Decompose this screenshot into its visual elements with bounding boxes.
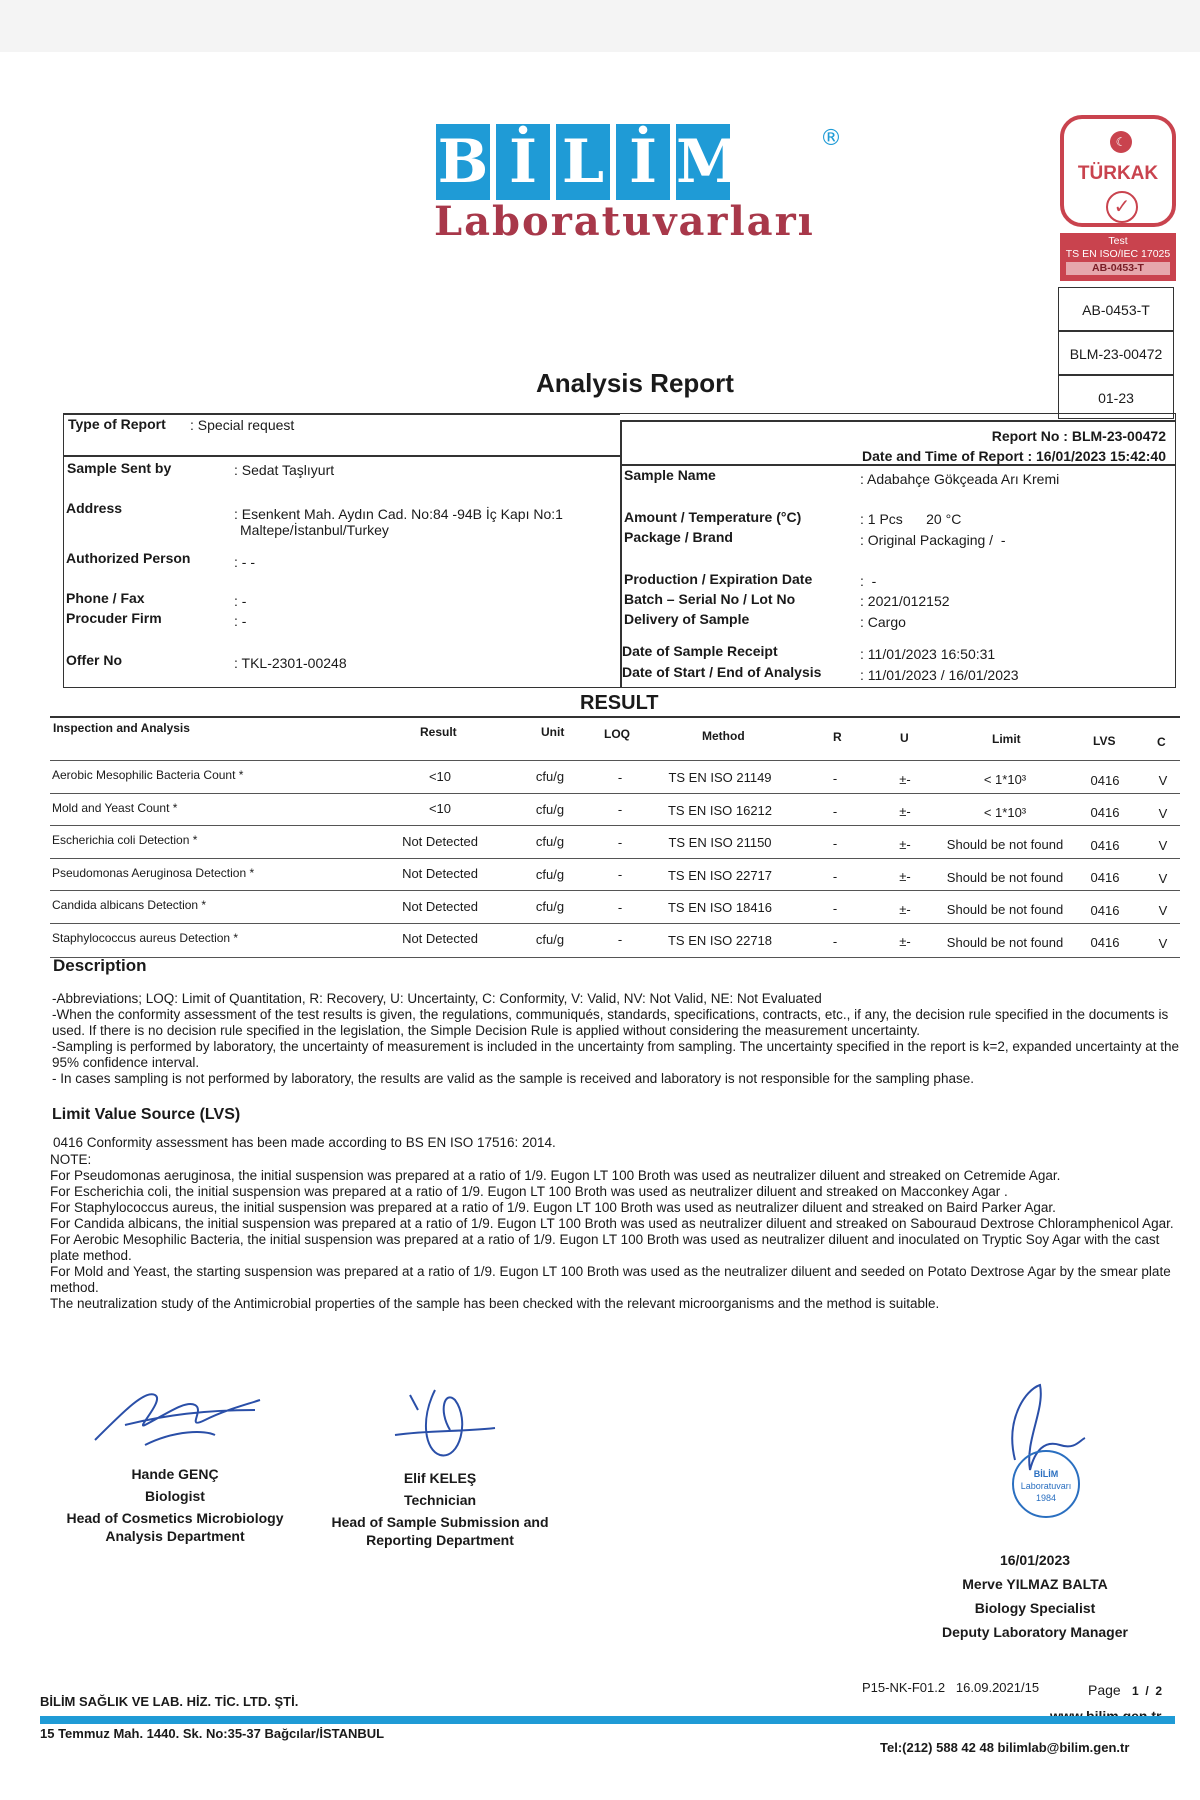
table-cell: Escherichia coli Detection * — [52, 833, 198, 847]
table-cell: cfu/g — [535, 801, 565, 817]
registered-mark: ® — [820, 126, 842, 151]
header-method: Method — [702, 729, 745, 743]
table-cell: - — [832, 933, 838, 949]
table-cell: V — [1158, 935, 1168, 951]
sign-date: 16/01/2023 — [999, 1552, 1071, 1568]
table-cell: - — [832, 771, 838, 786]
page-number: 1 / 2 — [1132, 1684, 1163, 1698]
report-date: Date and Time of Report : 16/01/2023 15:42:40 — [862, 448, 1166, 464]
table-cell: V — [1158, 805, 1168, 821]
check-icon: ✓ — [1106, 191, 1138, 223]
signature-hande — [85, 1370, 275, 1460]
signer-2 — [325, 1467, 555, 1551]
logo-letter: M — [676, 124, 730, 200]
table-cell: V — [1158, 838, 1168, 854]
info-right-label: Sample Name — [624, 467, 716, 483]
logo-letter: İ — [616, 124, 670, 200]
table-cell: 0416 — [1090, 902, 1120, 918]
header-lvs: LVS — [1093, 734, 1116, 748]
table-cell: Not Detected — [402, 833, 478, 849]
table-cell: Staphylococcus aureus Detection * — [52, 930, 239, 945]
table-cell: - — [832, 901, 838, 916]
table-top-line — [50, 716, 1180, 718]
note-line: For Pseudomonas aeruginosa, the initial suspension was prepared at a ratio of 1/9. Eugon LT 100 Broth was used as neutralizer diluent and streaked on Cetremide Agar. — [50, 1168, 1061, 1183]
note-line: For Staphylococcus aureus, the initial suspension was prepared at a ratio of 1/9. Eugon LT 100 Broth was used as neutralizer diluent and streaked on Baird Parker Agar. — [50, 1200, 1056, 1215]
turkak-name: TÜRKAK — [1077, 163, 1159, 184]
table-cell: Should be not found — [946, 902, 1064, 918]
type-of-report-value: : Special request — [190, 417, 295, 433]
stamp-year: 1984 — [1035, 1493, 1057, 1503]
description-line: -Sampling is performed by laboratory, the uncertainty of measurement is included in the uncertainty from sampling. The uncertainty specified in the report is k=2, expanded uncertainty at the 95% confidence interval. — [52, 1039, 1179, 1070]
table-cell: ±- — [899, 804, 911, 820]
table-cell: - — [617, 769, 623, 785]
info-right-value: : 2021/012152 — [860, 593, 950, 609]
signer-dept: Head of Sample Submission and — [331, 1514, 549, 1530]
info-right-label: Amount / Temperature (°C) — [624, 509, 802, 525]
info-left-label: Offer No — [66, 652, 122, 668]
turkak-badge — [1060, 115, 1176, 227]
info-right-label: Production / Expiration Date — [624, 571, 813, 587]
info-right-value: : Adabahçe Gökçeada Arı Kremi — [860, 471, 1060, 487]
info-right-label: Batch – Serial No / Lot No — [624, 591, 796, 607]
lvs-line: 0416 Conformity assessment has been made according to BS EN ISO 17516: 2014. — [53, 1135, 556, 1150]
signer-dept: Reporting Department — [366, 1532, 514, 1548]
table-cell: Not Detected — [402, 866, 478, 882]
result-title: RESULT — [580, 692, 659, 714]
table-cell: TS EN ISO 18416 — [667, 900, 773, 916]
ref-box-period: 01-23 — [1058, 375, 1174, 419]
table-cell: ±- — [899, 836, 911, 852]
accreditation-line1: Test — [1108, 235, 1128, 247]
header-c: C — [1157, 735, 1166, 749]
table-cell: < 1*10³ — [983, 772, 1027, 788]
table-cell: 0416 — [1090, 935, 1120, 951]
table-cell: Should be not found — [946, 869, 1064, 885]
table-cell: - — [617, 899, 623, 915]
accreditation-label — [1060, 233, 1176, 281]
accreditation-code: AB-0453-T — [1066, 262, 1170, 275]
note-line: For Escherichia coli, the initial suspension was prepared at a ratio of 1/9. Eugon LT 100 Broth was used as neutralizer diluent and streaked on Macconkey Agar . — [50, 1184, 1008, 1199]
info-right-value: : 1 Pcs 20 °C — [860, 511, 962, 527]
signer-role: Biology Specialist — [974, 1600, 1096, 1616]
company-stamp — [1012, 1450, 1080, 1518]
table-cell: cfu/g — [535, 769, 565, 785]
info-right-label: Delivery of Sample — [624, 611, 750, 627]
description-line: - In cases sampling is not performed by laboratory, the results are valid as the sample is received and laboratory is not responsible for the sampling phase. — [52, 1071, 974, 1086]
header-u: U — [900, 731, 909, 745]
note-title: NOTE: — [50, 1152, 92, 1167]
table-row-divider — [50, 760, 1180, 761]
info-left-value: : - — [234, 593, 247, 609]
info-left-label: Procuder Firm — [66, 610, 162, 626]
info-right-value: : 11/01/2023 16:50:31 — [860, 646, 996, 662]
form-code: P15-NK-F01.2 16.09.2021/15 — [862, 1680, 1040, 1695]
logo-letter: L — [556, 124, 610, 200]
scan-top-band — [0, 0, 1200, 52]
table-cell: - — [832, 836, 838, 851]
signer-name: Hande GENÇ — [131, 1466, 219, 1482]
bilim-logo — [436, 124, 743, 200]
table-cell: - — [617, 932, 623, 948]
table-cell: TS EN ISO 22718 — [667, 932, 773, 948]
signer-dept: Head of Cosmetics Microbiology — [66, 1510, 284, 1526]
info-left-value: : Sedat Taşlıyurt — [234, 462, 335, 478]
table-cell: TS EN ISO 21150 — [668, 835, 772, 851]
header-inspection: Inspection and Analysis — [53, 721, 190, 735]
table-cell: TS EN ISO 16212 — [667, 802, 773, 818]
info-right-value: : Cargo — [860, 614, 906, 630]
info-line — [620, 420, 1176, 422]
table-cell: cfu/g — [535, 834, 565, 850]
info-right-value: : Original Packaging / - — [860, 532, 1006, 548]
table-cell: V — [1158, 903, 1168, 919]
crescent-star-icon: ☾ — [1110, 131, 1132, 153]
info-left-value: : - - — [234, 554, 255, 570]
table-cell: Pseudomonas Aeruginosa Detection * — [52, 865, 255, 880]
note-line: For Mold and Yeast, the starting suspension was prepared at a ratio of 1/9. Eugon LT 100 Broth was used as the neutralizer diluent and seeded on Potato Dextrose Agar by the smear plate method. — [50, 1264, 1171, 1295]
signer-name: Elif KELEŞ — [403, 1470, 477, 1486]
description-line: -Abbreviations; LOQ: Limit of Quantitation, R: Recovery, U: Uncertainty, C: Conformity, V: Valid, NV: Not Valid, NE: Not Evaluated — [52, 991, 822, 1006]
logo-letter: İ — [496, 124, 550, 200]
signer-3 — [925, 1548, 1145, 1644]
table-cell: ±- — [899, 901, 911, 917]
table-cell: Mold and Yeast Count * — [52, 800, 178, 815]
signature-elif — [390, 1380, 500, 1470]
table-cell: - — [617, 802, 623, 818]
table-cell: Candida albicans Detection * — [52, 898, 207, 912]
table-cell: - — [617, 867, 623, 883]
stamp-top: BİLİM — [1033, 1469, 1059, 1479]
info-right-label: Date of Sample Receipt — [622, 643, 778, 659]
note-line: The neutralization study of the Antimicrobial properties of the sample has been checked with the relevant microorganisms and the method is suitable. — [50, 1296, 940, 1311]
table-cell: <10 — [428, 801, 452, 817]
info-line — [63, 413, 620, 415]
table-cell: 0416 — [1090, 805, 1120, 821]
signer-role: Biologist — [145, 1488, 205, 1504]
table-cell: V — [1158, 870, 1168, 886]
table-cell: V — [1158, 773, 1168, 789]
table-row-divider — [50, 890, 1180, 891]
table-cell: < 1*10³ — [983, 804, 1027, 820]
table-cell: 0416 — [1090, 870, 1120, 886]
logo-subtitle: Laboratuvarları — [434, 198, 815, 245]
page-title: Analysis Report — [536, 368, 734, 398]
description-body — [52, 991, 1182, 1087]
table-cell: ±- — [899, 771, 911, 787]
description-title: Description — [53, 956, 147, 975]
report-meta — [862, 426, 1166, 466]
type-of-report-label: Type of Report — [68, 416, 166, 432]
info-right-label: Date of Start / End of Analysis — [622, 664, 822, 680]
table-cell: - — [617, 834, 623, 850]
table-cell: ±- — [899, 934, 911, 950]
ref-box-report: BLM-23-00472 — [1058, 331, 1174, 375]
report-no: Report No : BLM-23-00472 — [991, 428, 1166, 444]
table-row-divider — [50, 793, 1180, 794]
header-r: R — [833, 730, 842, 744]
info-left-value-2: Maltepe/İstanbul/Turkey — [240, 522, 389, 538]
info-right-value: : - — [860, 573, 877, 589]
notes-block — [50, 1152, 1180, 1312]
info-left-label: Sample Sent by — [67, 460, 172, 476]
table-cell: cfu/g — [535, 899, 565, 915]
accreditation-line2: TS EN ISO/IEC 17025 — [1065, 248, 1171, 260]
table-row-divider — [50, 825, 1180, 826]
table-cell: Aerobic Mesophilic Bacteria Count * — [52, 768, 244, 782]
footer-address: 15 Temmuz Mah. 1440. Sk. No:35-37 Bağcılar/İSTANBUL — [40, 1726, 385, 1741]
info-left-label: Phone / Fax — [66, 590, 145, 606]
page-label: Page — [1088, 1682, 1121, 1698]
note-line: For Candida albicans, the initial suspension was prepared at a ratio of 1/9. Eugon LT 100 Broth was used as neutralizer diluent and streaked on Sabouraud Dextrose Chloramphenicol Agar. — [50, 1216, 1174, 1231]
table-cell: 0416 — [1090, 837, 1120, 853]
footer-contact: Tel:(212) 588 42 48 bilimlab@bilim.gen.tr — [880, 1740, 1130, 1755]
table-cell: - — [832, 868, 838, 884]
table-cell: <10 — [428, 768, 452, 784]
table-cell: 0416 — [1090, 772, 1120, 788]
table-cell: Not Detected — [402, 898, 478, 914]
table-cell: Not Detected — [402, 931, 478, 947]
table-cell: TS EN ISO 21149 — [668, 770, 772, 786]
signer-name: Merve YILMAZ BALTA — [962, 1576, 1108, 1592]
header-limit: Limit — [992, 732, 1021, 746]
header-loq: LOQ — [604, 727, 630, 741]
table-cell: Should be not found — [946, 837, 1064, 853]
table-cell: cfu/g — [535, 931, 565, 947]
description-line: -When the conformity assessment of the test results is given, the regulations, communiqués, standards, specifications, contracts, etc., if any, the decision rule specified in the documents is used. If there is no decision rule specified in the legislation, the Simple Decision Rule is applied without considering the measurement uncertainty. — [52, 1007, 1169, 1038]
table-cell: - — [832, 803, 838, 819]
table-cell: ±- — [899, 869, 911, 885]
table-row-divider — [50, 923, 1180, 924]
info-left-label: Address — [66, 500, 123, 516]
table-cell: Should be not found — [946, 934, 1064, 950]
logo-letter: B — [436, 124, 490, 200]
header-unit: Unit — [541, 725, 565, 739]
signer-dept: Deputy Laboratory Manager — [942, 1624, 1128, 1640]
ref-box-accreditation: AB-0453-T — [1058, 287, 1174, 331]
info-right-value: : 11/01/2023 / 16/01/2023 — [860, 667, 1019, 683]
stamp-mid: Laboratuvarı — [1020, 1481, 1072, 1491]
info-line — [63, 455, 620, 457]
info-left-value: : - — [234, 613, 247, 629]
table-row-divider — [50, 858, 1180, 859]
lvs-title: Limit Value Source (LVS) — [52, 1106, 241, 1123]
info-right-label: Package / Brand — [624, 529, 733, 545]
note-line: For Aerobic Mesophilic Bacteria, the initial suspension was prepared at a ratio of 1/9. Eugon LT 100 Broth was used as neutralizer diluent and inoculated on Tryptic Soy Agar with the cast plate method. — [50, 1232, 1160, 1263]
info-left-value: : TKL-2301-00248 — [234, 655, 347, 671]
info-left-label: Authorized Person — [66, 550, 191, 566]
table-bottom-line — [50, 957, 1180, 958]
signer-1 — [60, 1463, 290, 1547]
signer-role: Technician — [403, 1492, 477, 1508]
info-left-value: : Esenkent Mah. Aydın Cad. No:84 -94B İç Kapı No:1 — [234, 506, 563, 522]
footer-company: BİLİM SAĞLIK VE LAB. HİZ. TİC. LTD. ŞTİ. — [40, 1694, 299, 1709]
footer-bar — [40, 1716, 1175, 1724]
signer-dept: Analysis Department — [105, 1528, 245, 1544]
header-result: Result — [420, 725, 457, 739]
table-cell: cfu/g — [535, 866, 565, 882]
table-cell: TS EN ISO 22717 — [667, 867, 773, 883]
